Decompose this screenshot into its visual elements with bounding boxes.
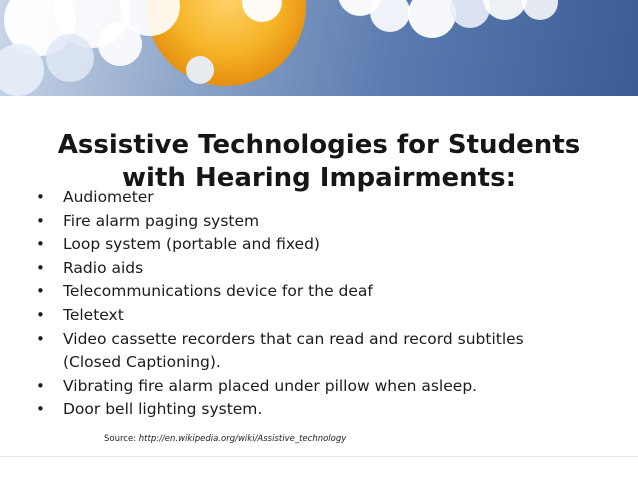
bullet-marker: • [36, 376, 45, 395]
list-item [33, 328, 623, 352]
list-item [33, 186, 623, 210]
list-item [33, 257, 623, 281]
list-item-text: Teletext [63, 305, 124, 324]
slide-title-line-2: with Hearing Impairments: [122, 163, 516, 194]
bullet-marker: • [36, 258, 45, 277]
source-label: Source: [104, 434, 137, 444]
list-item [33, 280, 623, 304]
list-item-text: Door bell lighting system. [63, 400, 263, 419]
list-item-text: Fire alarm paging system [63, 211, 260, 230]
bullet-marker: • [36, 188, 45, 206]
header-banner [0, 0, 638, 96]
list-item-text: Video cassette recorders that can read and record subtitles [63, 329, 524, 348]
bullet-marker: • [36, 235, 45, 254]
slide-title-line-1: Assistive Technologies for Students [57, 130, 581, 161]
list-item-continuation [33, 351, 623, 375]
source-link[interactable]: http://en.wikipedia.org/wiki/Assistive_technology [138, 434, 347, 444]
sun-and-clouds-illustration [0, 0, 638, 96]
list-item-text: Audiometer [63, 188, 154, 206]
bullet-marker: • [36, 400, 45, 419]
bullet-marker: • [36, 282, 45, 301]
list-item [33, 233, 623, 257]
list-item-text: Radio aids [63, 258, 144, 277]
slide-footer-bar [0, 456, 638, 480]
bullet-marker: • [36, 305, 45, 324]
list-item-text: Telecommunications device for the deaf [63, 282, 373, 301]
list-item-text: Loop system (portable and fixed) [63, 235, 320, 254]
list-item [33, 375, 623, 399]
bullet-marker: • [36, 211, 45, 230]
list-item-text: Vibrating fire alarm placed under pillow when asleep. [63, 376, 478, 395]
source-citation [104, 434, 346, 444]
list-item [33, 304, 623, 328]
list-item [33, 210, 623, 234]
list-item-text: (Closed Captioning). [63, 353, 221, 372]
bullet-marker: • [36, 329, 45, 348]
list-item [33, 398, 623, 422]
bullet-list [33, 186, 623, 422]
